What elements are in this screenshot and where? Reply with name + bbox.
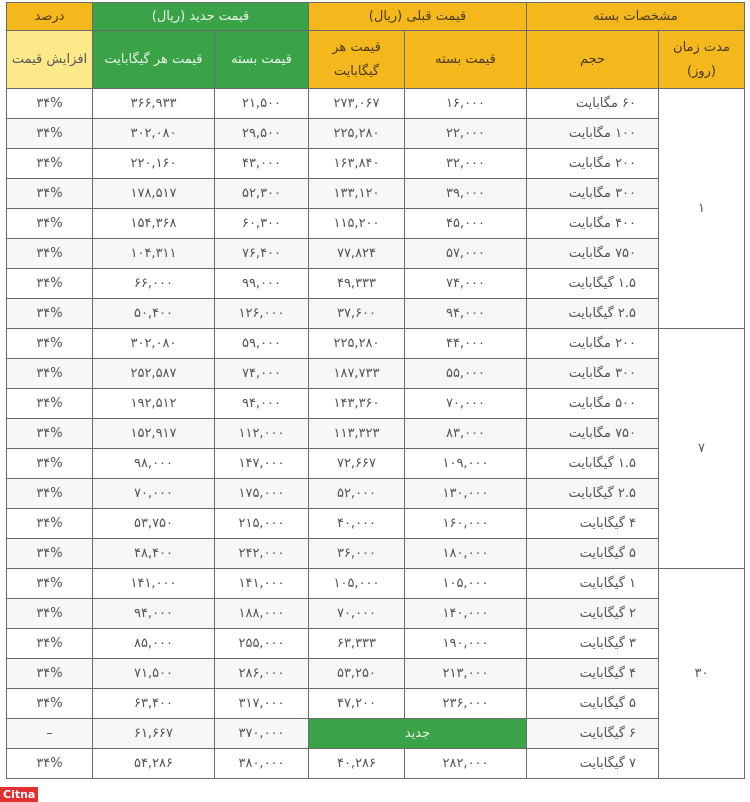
new-per-gb-cell: ۹۴,۰۰۰ [93,599,215,629]
old-per-gb-cell: ۵۳,۲۵۰ [309,659,405,689]
old-per-gb-cell: ۱۱۵,۲۰۰ [309,209,405,239]
increase-percent-cell: ۳۴% [7,539,93,569]
increase-percent-cell: ۳۴% [7,689,93,719]
new-per-gb-cell: ۴۸,۴۰۰ [93,539,215,569]
new-per-gb-cell: ۱۵۲,۹۱۷ [93,419,215,449]
new-package-price-cell: ۱۴۷,۰۰۰ [215,449,309,479]
table-row [7,239,745,269]
table-row [7,269,745,299]
old-package-price-cell: ۱۴۰,۰۰۰ [405,599,527,629]
table-row [7,179,745,209]
volume-cell: ۲.۵ گیگابایت [527,299,659,329]
old-package-price-cell: ۸۳,۰۰۰ [405,419,527,449]
new-package-price-cell: ۳۱۷,۰۰۰ [215,689,309,719]
old-per-gb-cell: ۴۰,۲۸۶ [309,749,405,779]
table-row [7,419,745,449]
old-package-price-cell: ۱۹۰,۰۰۰ [405,629,527,659]
new-package-price-cell: ۲۱۵,۰۰۰ [215,509,309,539]
volume-cell: ۵ گیگابایت [527,539,659,569]
duration-cell: ۱ [659,89,745,329]
old-package-price-column-header: قیمت بسته [405,31,527,89]
new-price-header: قیمت جدید (ریال) [93,3,309,31]
old-per-gb-cell: ۷۲,۶۶۷ [309,449,405,479]
new-package-price-cell: ۱۲۶,۰۰۰ [215,299,309,329]
new-package-price-cell: ۳۷۰,۰۰۰ [215,719,309,749]
new-package-price-cell: ۹۹,۰۰۰ [215,269,309,299]
volume-column-header: حجم [527,31,659,89]
old-package-price-cell: ۳۹,۰۰۰ [405,179,527,209]
volume-cell: ۷۵۰ مگابایت [527,419,659,449]
increase-percent-cell: ۳۴% [7,449,93,479]
new-per-gb-cell: ۳۰۲,۰۸۰ [93,329,215,359]
increase-percent-cell: ۳۴% [7,119,93,149]
new-per-gb-cell: ۷۰,۰۰۰ [93,479,215,509]
old-per-gb-cell: ۳۶,۰۰۰ [309,539,405,569]
increase-percent-cell: ۳۴% [7,299,93,329]
increase-percent-cell: ۳۴% [7,239,93,269]
old-per-gb-cell: ۲۲۵,۲۸۰ [309,119,405,149]
increase-percent-cell: ۳۴% [7,419,93,449]
old-package-price-cell: ۵۷,۰۰۰ [405,239,527,269]
new-per-gb-cell: ۵۳,۷۵۰ [93,509,215,539]
increase-percent-cell: ۳۴% [7,659,93,689]
old-package-price-cell: ۲۲,۰۰۰ [405,119,527,149]
new-package-price-cell: ۳۸۰,۰۰۰ [215,749,309,779]
duration-column-header: مدت زمان (روز) [659,31,745,89]
new-package-price-cell: ۲۱,۵۰۰ [215,89,309,119]
table-row [7,599,745,629]
increase-percent-cell: ۳۴% [7,89,93,119]
old-package-price-cell: ۴۴,۰۰۰ [405,329,527,359]
old-package-price-cell: ۵۵,۰۰۰ [405,359,527,389]
internet-package-price-table [6,2,745,779]
old-package-price-cell: ۲۱۳,۰۰۰ [405,659,527,689]
old-per-gb-cell: ۷۷,۸۲۴ [309,239,405,269]
new-per-gb-cell: ۷۱,۵۰۰ [93,659,215,689]
volume-cell: ۷ گیگابایت [527,749,659,779]
old-per-gb-cell: ۴۷,۲۰۰ [309,689,405,719]
new-per-gb-cell: ۱۹۲,۵۱۲ [93,389,215,419]
old-package-price-cell: ۷۴,۰۰۰ [405,269,527,299]
old-per-gb-cell: ۱۳۳,۱۲۰ [309,179,405,209]
volume-cell: ۲ گیگابایت [527,599,659,629]
new-per-gb-cell: ۶۱,۶۶۷ [93,719,215,749]
new-package-price-cell: ۱۱۲,۰۰۰ [215,419,309,449]
old-per-gb-cell: ۱۱۳,۳۲۳ [309,419,405,449]
volume-cell: ۱.۵ گیگابایت [527,269,659,299]
table-row [7,449,745,479]
volume-cell: ۵۰۰ مگابایت [527,389,659,419]
old-package-price-cell: ۱۶۰,۰۰۰ [405,509,527,539]
table-row [7,479,745,509]
table-row [7,89,745,119]
table-row [7,329,745,359]
old-per-gb-cell: ۱۸۷,۷۳۳ [309,359,405,389]
volume-cell: ۳۰۰ مگابایت [527,179,659,209]
new-package-price-cell: ۷۴,۰۰۰ [215,359,309,389]
volume-cell: ۵ گیگابایت [527,689,659,719]
package-specs-header: مشخصات بسته [527,3,745,31]
new-package-price-cell: ۱۷۵,۰۰۰ [215,479,309,509]
duration-cell: ۳۰ [659,569,745,779]
table-row [7,209,745,239]
increase-percent-cell: ۳۴% [7,479,93,509]
table-row [7,389,745,419]
volume-cell: ۲۰۰ مگابایت [527,329,659,359]
volume-cell: ۶ گیگابایت [527,719,659,749]
increase-percent-cell: ۳۴% [7,149,93,179]
old-per-gb-cell: ۷۰,۰۰۰ [309,599,405,629]
old-per-gb-cell: ۴۰,۰۰۰ [309,509,405,539]
new-per-gb-cell: ۹۸,۰۰۰ [93,449,215,479]
new-package-price-cell: ۵۲,۳۰۰ [215,179,309,209]
table-row [7,509,745,539]
increase-percent-cell: ۳۴% [7,329,93,359]
volume-cell: ۴ گیگابایت [527,659,659,689]
old-per-gb-cell: ۲۷۳,۰۶۷ [309,89,405,119]
old-package-price-cell: ۴۵,۰۰۰ [405,209,527,239]
increase-percent-cell: ۳۴% [7,629,93,659]
new-package-badge: جدید [309,719,527,749]
old-package-price-cell: ۱۰۹,۰۰۰ [405,449,527,479]
old-per-gb-cell: ۱۶۳,۸۴۰ [309,149,405,179]
new-per-gb-cell: ۱۰۴,۳۱۱ [93,239,215,269]
volume-cell: ۱ گیگابایت [527,569,659,599]
old-package-price-cell: ۱۳۰,۰۰۰ [405,479,527,509]
new-package-price-column-header: قیمت بسته [215,31,309,89]
new-package-price-cell: ۶۰,۳۰۰ [215,209,309,239]
increase-percent-cell: – [7,719,93,749]
table-row [7,149,745,179]
volume-cell: ۳۰۰ مگابایت [527,359,659,389]
volume-cell: ۶۰ مگابایت [527,89,659,119]
old-per-gb-cell: ۱۴۳,۳۶۰ [309,389,405,419]
increase-percent-cell: ۳۴% [7,569,93,599]
old-per-gb-cell: ۲۲۵,۲۸۰ [309,329,405,359]
old-package-price-cell: ۲۸۲,۰۰۰ [405,749,527,779]
old-per-gb-cell: ۶۳,۳۳۳ [309,629,405,659]
new-package-price-cell: ۱۴۱,۰۰۰ [215,569,309,599]
old-package-price-cell: ۱۰۵,۰۰۰ [405,569,527,599]
volume-cell: ۲.۵ گیگابایت [527,479,659,509]
old-package-price-cell: ۷۰,۰۰۰ [405,389,527,419]
volume-cell: ۷۵۰ مگابایت [527,239,659,269]
old-per-gb-cell: ۴۹,۳۳۳ [309,269,405,299]
new-per-gb-column-header: قیمت هر گیگابایت [93,31,215,89]
increase-percent-cell: ۳۴% [7,179,93,209]
new-package-price-cell: ۴۳,۰۰۰ [215,149,309,179]
table-row [7,569,745,599]
new-package-price-cell: ۲۵۵,۰۰۰ [215,629,309,659]
increase-percent-cell: ۳۴% [7,509,93,539]
old-per-gb-cell: ۱۰۵,۰۰۰ [309,569,405,599]
new-package-price-cell: ۷۶,۴۰۰ [215,239,309,269]
new-per-gb-cell: ۸۵,۰۰۰ [93,629,215,659]
volume-cell: ۲۰۰ مگابایت [527,149,659,179]
volume-cell: ۱۰۰ مگابایت [527,119,659,149]
table-row [7,749,745,779]
new-package-price-cell: ۲۹,۵۰۰ [215,119,309,149]
new-per-gb-cell: ۲۲۰,۱۶۰ [93,149,215,179]
new-package-price-cell: ۲۸۶,۰۰۰ [215,659,309,689]
new-per-gb-cell: ۶۳,۴۰۰ [93,689,215,719]
increase-percent-cell: ۳۴% [7,209,93,239]
increase-column-header: افزایش قیمت [7,31,93,89]
new-per-gb-cell: ۳۰۲,۰۸۰ [93,119,215,149]
new-package-price-cell: ۲۴۲,۰۰۰ [215,539,309,569]
table-row [7,719,745,749]
new-per-gb-cell: ۶۶,۰۰۰ [93,269,215,299]
table-row [7,659,745,689]
new-package-price-cell: ۱۸۸,۰۰۰ [215,599,309,629]
new-per-gb-cell: ۲۵۲,۵۸۷ [93,359,215,389]
old-package-price-cell: ۳۲,۰۰۰ [405,149,527,179]
new-per-gb-cell: ۱۷۸,۵۱۷ [93,179,215,209]
citna-logo: Citna [0,787,38,802]
volume-cell: ۴۰۰ مگابایت [527,209,659,239]
increase-percent-cell: ۳۴% [7,389,93,419]
volume-cell: ۴ گیگابایت [527,509,659,539]
table-row [7,689,745,719]
table-row [7,119,745,149]
table-row [7,629,745,659]
increase-percent-header: درصد [7,3,93,31]
new-per-gb-cell: ۱۵۴,۳۶۸ [93,209,215,239]
new-per-gb-cell: ۳۶۶,۹۳۳ [93,89,215,119]
volume-cell: ۳ گیگابایت [527,629,659,659]
old-price-header: قیمت قبلی (ریال) [309,3,527,31]
old-package-price-cell: ۱۶,۰۰۰ [405,89,527,119]
increase-percent-cell: ۳۴% [7,269,93,299]
new-package-price-cell: ۹۴,۰۰۰ [215,389,309,419]
new-per-gb-cell: ۵۰,۴۰۰ [93,299,215,329]
price-table-container [6,2,744,779]
table-row [7,359,745,389]
old-package-price-cell: ۹۴,۰۰۰ [405,299,527,329]
old-package-price-cell: ۱۸۰,۰۰۰ [405,539,527,569]
increase-percent-cell: ۳۴% [7,599,93,629]
old-per-gb-column-header: قیمت هر گیگابایت [309,31,405,89]
new-per-gb-cell: ۱۴۱,۰۰۰ [93,569,215,599]
duration-cell: ۷ [659,329,745,569]
table-row [7,539,745,569]
new-package-price-cell: ۵۹,۰۰۰ [215,329,309,359]
old-per-gb-cell: ۳۷,۶۰۰ [309,299,405,329]
increase-percent-cell: ۳۴% [7,749,93,779]
new-per-gb-cell: ۵۴,۲۸۶ [93,749,215,779]
volume-cell: ۱.۵ گیگابایت [527,449,659,479]
old-package-price-cell: ۲۳۶,۰۰۰ [405,689,527,719]
old-per-gb-cell: ۵۲,۰۰۰ [309,479,405,509]
increase-percent-cell: ۳۴% [7,359,93,389]
table-row [7,299,745,329]
